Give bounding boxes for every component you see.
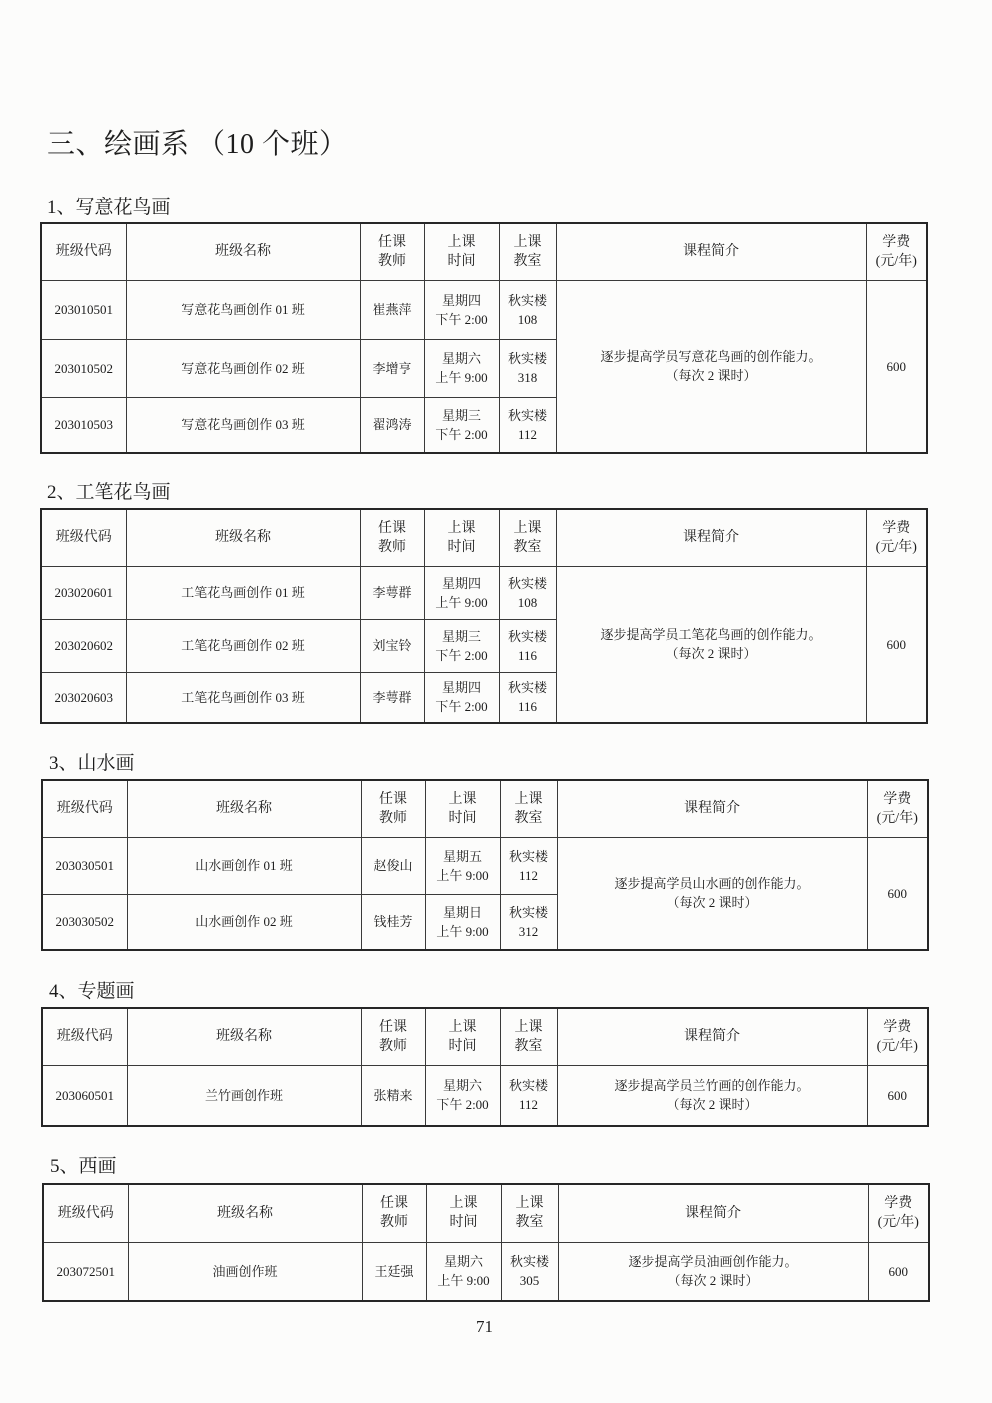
header-line: 上课	[513, 234, 542, 250]
section-heading: 4、专题画	[49, 981, 135, 1002]
class-time	[424, 280, 499, 339]
teacher-name: 王廷强	[362, 1242, 426, 1301]
col-header-code: 班级代码	[41, 223, 126, 280]
section-heading: 5、西画	[50, 1156, 117, 1177]
header-line: 教师	[379, 1038, 407, 1054]
class-name: 工笔花鸟画创作 01 班	[126, 566, 360, 619]
class-time	[424, 339, 499, 397]
header-line: 上课	[514, 791, 543, 807]
course-table	[41, 779, 929, 951]
room-number: 108	[517, 594, 538, 610]
header-line: 教师	[378, 539, 406, 555]
room-number: 112	[517, 426, 538, 442]
header-line: 上课	[447, 234, 476, 250]
col-header-code: 班级代码	[43, 1184, 128, 1242]
header-line: 上课	[448, 1019, 477, 1035]
course-table	[42, 1183, 930, 1302]
teacher-name: 钱桂芳	[361, 894, 425, 950]
class-hour: 下午 2:00	[436, 1097, 489, 1113]
col-header-intro: 课程简介	[557, 780, 867, 837]
col-header-room	[500, 780, 557, 837]
col-header-teacher	[361, 1008, 425, 1065]
room-number: 108	[517, 311, 538, 327]
col-header-name: 班级名称	[127, 1008, 361, 1065]
classroom	[501, 1242, 558, 1301]
classroom	[499, 672, 556, 723]
table-row	[42, 1065, 928, 1126]
class-name: 山水画创作 01 班	[127, 837, 361, 894]
class-time	[424, 566, 499, 619]
col-header-room	[500, 1008, 557, 1065]
class-time	[425, 837, 500, 894]
header-line: 教室	[514, 1038, 543, 1054]
building: 秋实楼	[509, 1254, 549, 1270]
header-line: 教室	[515, 1215, 544, 1231]
class-hour: 上午 9:00	[436, 867, 489, 883]
room-number: 305	[519, 1273, 540, 1289]
header-line: 学费	[882, 520, 911, 536]
col-header-intro: 课程简介	[557, 1008, 867, 1065]
header-line: 任课	[380, 1196, 408, 1212]
class-code: 203030501	[42, 837, 127, 894]
department-title: 三、绘画系 （10 个班）	[47, 129, 348, 160]
col-header-teacher	[360, 223, 424, 280]
header-line: 时间	[448, 1038, 477, 1054]
building: 秋实楼	[507, 292, 547, 308]
class-hour: 下午 2:00	[435, 311, 488, 327]
col-header-name: 班级名称	[126, 509, 360, 566]
col-header-fee	[868, 1184, 929, 1242]
col-header-fee	[866, 223, 927, 280]
header-line: (元/年)	[876, 1038, 918, 1054]
class-code: 203010502	[41, 339, 126, 397]
col-header-code: 班级代码	[41, 509, 126, 566]
header-line: 任课	[378, 234, 406, 250]
header-line: 上课	[447, 520, 476, 536]
section-heading: 1、写意花鸟画	[47, 197, 171, 218]
class-name: 兰竹画创作班	[127, 1065, 361, 1126]
header-line: 上课	[513, 520, 542, 536]
teacher-name: 赵俊山	[361, 837, 425, 894]
class-name: 写意花鸟画创作 03 班	[126, 397, 360, 453]
building: 秋实楼	[507, 575, 547, 591]
header-line: 学费	[883, 791, 912, 807]
col-header-teacher	[362, 1184, 426, 1242]
intro-line: 逐步提高学员写意花鸟画的创作能力。	[600, 349, 822, 365]
header-line: 上课	[449, 1196, 478, 1212]
col-header-code: 班级代码	[42, 780, 127, 837]
table-row	[41, 280, 927, 339]
table-header-row	[41, 509, 927, 566]
class-time	[425, 894, 500, 950]
header-line: 任课	[378, 520, 406, 536]
class-hour: 上午 9:00	[436, 923, 489, 939]
header-line: 上课	[514, 1019, 543, 1035]
course-intro	[557, 837, 867, 950]
tuition-fee: 600	[866, 280, 927, 453]
class-day: 星期六	[443, 1254, 483, 1270]
header-line: 时间	[449, 1215, 478, 1231]
classroom	[500, 837, 557, 894]
intro-line: （每次 2 课时）	[665, 646, 757, 662]
intro-line: （每次 2 课时）	[666, 895, 758, 911]
building: 秋实楼	[507, 628, 547, 644]
tuition-fee: 600	[866, 566, 927, 723]
class-hour: 上午 9:00	[435, 594, 488, 610]
col-header-time	[425, 1008, 500, 1065]
class-time	[424, 672, 499, 723]
course-table	[40, 222, 928, 454]
section-heading: 3、山水画	[49, 753, 135, 774]
course-intro	[557, 1065, 867, 1126]
class-time	[424, 619, 499, 672]
col-header-fee	[867, 780, 928, 837]
header-line: (元/年)	[876, 810, 918, 826]
page-number: 71	[476, 1317, 493, 1336]
classroom	[499, 619, 556, 672]
table-row	[42, 837, 928, 894]
class-name: 工笔花鸟画创作 02 班	[126, 619, 360, 672]
building: 秋实楼	[508, 904, 548, 920]
room-number: 116	[517, 699, 538, 715]
classroom	[499, 397, 556, 453]
table-header-row	[43, 1184, 929, 1242]
col-header-time	[424, 223, 499, 280]
tuition-fee: 600	[867, 1065, 928, 1126]
table-header-row	[42, 1008, 928, 1065]
course-table	[40, 508, 928, 724]
table-header-row	[42, 780, 928, 837]
teacher-name: 刘宝铃	[360, 619, 424, 672]
intro-line: （每次 2 课时）	[667, 1273, 759, 1289]
col-header-intro: 课程简介	[556, 509, 866, 566]
header-line: 任课	[379, 1019, 407, 1035]
teacher-name: 翟鸿涛	[360, 397, 424, 453]
room-number: 318	[517, 370, 538, 385]
col-header-intro: 课程简介	[556, 223, 866, 280]
class-time	[426, 1242, 501, 1301]
teacher-name: 崔燕萍	[360, 280, 424, 339]
building: 秋实楼	[508, 848, 548, 864]
room-number: 112	[518, 867, 539, 883]
class-day: 星期四	[441, 680, 481, 696]
header-line: 教室	[513, 539, 542, 555]
course-intro	[556, 280, 866, 453]
class-day: 星期六	[442, 1078, 482, 1094]
class-code: 203030502	[42, 894, 127, 950]
class-hour: 下午 2:00	[435, 426, 488, 442]
building: 秋实楼	[507, 351, 547, 366]
class-day: 星期三	[441, 628, 481, 644]
intro-line: 逐步提高学员兰竹画的创作能力。	[614, 1078, 810, 1094]
teacher-name: 李萼群	[360, 672, 424, 723]
col-header-teacher	[361, 780, 425, 837]
col-header-fee	[866, 509, 927, 566]
header-line: 教师	[380, 1215, 408, 1231]
table-header-row	[41, 223, 927, 280]
intro-line: 逐步提高学员山水画的创作能力。	[614, 876, 810, 892]
header-line: 教室	[514, 810, 543, 826]
col-header-name: 班级名称	[126, 223, 360, 280]
col-header-room	[499, 223, 556, 280]
header-line: 时间	[447, 539, 476, 555]
classroom	[499, 280, 556, 339]
col-header-intro: 课程简介	[558, 1184, 868, 1242]
room-number: 112	[518, 1097, 539, 1113]
class-code: 203072501	[43, 1242, 128, 1301]
course-intro	[556, 566, 866, 723]
classroom	[500, 894, 557, 950]
col-header-teacher	[360, 509, 424, 566]
col-header-room	[501, 1184, 558, 1242]
header-line: 教室	[513, 253, 542, 269]
class-hour: 上午 9:00	[435, 370, 488, 385]
class-code: 203010501	[41, 280, 126, 339]
building: 秋实楼	[507, 407, 547, 423]
header-line: 上课	[515, 1196, 544, 1212]
intro-line: 逐步提高学员油画创作能力。	[628, 1254, 798, 1270]
table-row	[41, 566, 927, 619]
course-intro	[558, 1242, 868, 1301]
course-table	[41, 1007, 929, 1127]
teacher-name: 李萼群	[360, 566, 424, 619]
header-line: (元/年)	[875, 539, 917, 555]
class-code: 203010503	[41, 397, 126, 453]
class-code: 203020601	[41, 566, 126, 619]
class-name: 写意花鸟画创作 01 班	[126, 280, 360, 339]
class-name: 山水画创作 02 班	[127, 894, 361, 950]
header-line: 教师	[378, 253, 406, 269]
col-header-code: 班级代码	[42, 1008, 127, 1065]
intro-line: （每次 2 课时）	[665, 368, 757, 384]
intro-line: 逐步提高学员工笔花鸟画的创作能力。	[600, 627, 822, 643]
header-line: 任课	[379, 791, 407, 807]
teacher-name: 李增亨	[360, 339, 424, 397]
class-day: 星期四	[441, 292, 481, 308]
class-name: 油画创作班	[128, 1242, 362, 1301]
room-number: 116	[517, 647, 538, 663]
classroom	[499, 566, 556, 619]
header-line: 学费	[882, 234, 911, 250]
header-line: 学费	[883, 1019, 912, 1035]
col-header-fee	[867, 1008, 928, 1065]
class-code: 203060501	[42, 1065, 127, 1126]
header-line: 教师	[379, 810, 407, 826]
header-line: (元/年)	[875, 253, 917, 269]
class-day: 星期四	[441, 575, 481, 591]
table-row	[43, 1242, 929, 1301]
class-hour: 下午 2:00	[435, 699, 488, 715]
teacher-name: 张精来	[361, 1065, 425, 1126]
class-day: 星期三	[441, 407, 481, 423]
header-line: (元/年)	[877, 1215, 919, 1231]
col-header-time	[426, 1184, 501, 1242]
class-code: 203020603	[41, 672, 126, 723]
class-code: 203020602	[41, 619, 126, 672]
section-heading: 2、工笔花鸟画	[47, 482, 171, 503]
class-name: 写意花鸟画创作 02 班	[126, 339, 360, 397]
classroom	[499, 339, 556, 397]
class-day: 星期六	[441, 351, 481, 366]
intro-line: （每次 2 课时）	[666, 1097, 758, 1113]
class-hour: 上午 9:00	[437, 1273, 490, 1289]
room-number: 312	[518, 923, 539, 939]
class-day: 星期日	[442, 904, 482, 920]
class-time	[425, 1065, 500, 1126]
class-name: 工笔花鸟画创作 03 班	[126, 672, 360, 723]
header-line: 学费	[884, 1196, 913, 1212]
classroom	[500, 1065, 557, 1126]
col-header-time	[425, 780, 500, 837]
header-line: 上课	[448, 791, 477, 807]
col-header-room	[499, 509, 556, 566]
building: 秋实楼	[508, 1078, 548, 1094]
col-header-name: 班级名称	[128, 1184, 362, 1242]
tuition-fee: 600	[868, 1242, 929, 1301]
header-line: 时间	[447, 253, 476, 269]
header-line: 时间	[448, 810, 477, 826]
class-hour: 下午 2:00	[435, 647, 488, 663]
tuition-fee: 600	[867, 837, 928, 950]
col-header-time	[424, 509, 499, 566]
building: 秋实楼	[507, 680, 547, 696]
class-time	[424, 397, 499, 453]
col-header-name: 班级名称	[127, 780, 361, 837]
class-day: 星期五	[442, 848, 482, 864]
